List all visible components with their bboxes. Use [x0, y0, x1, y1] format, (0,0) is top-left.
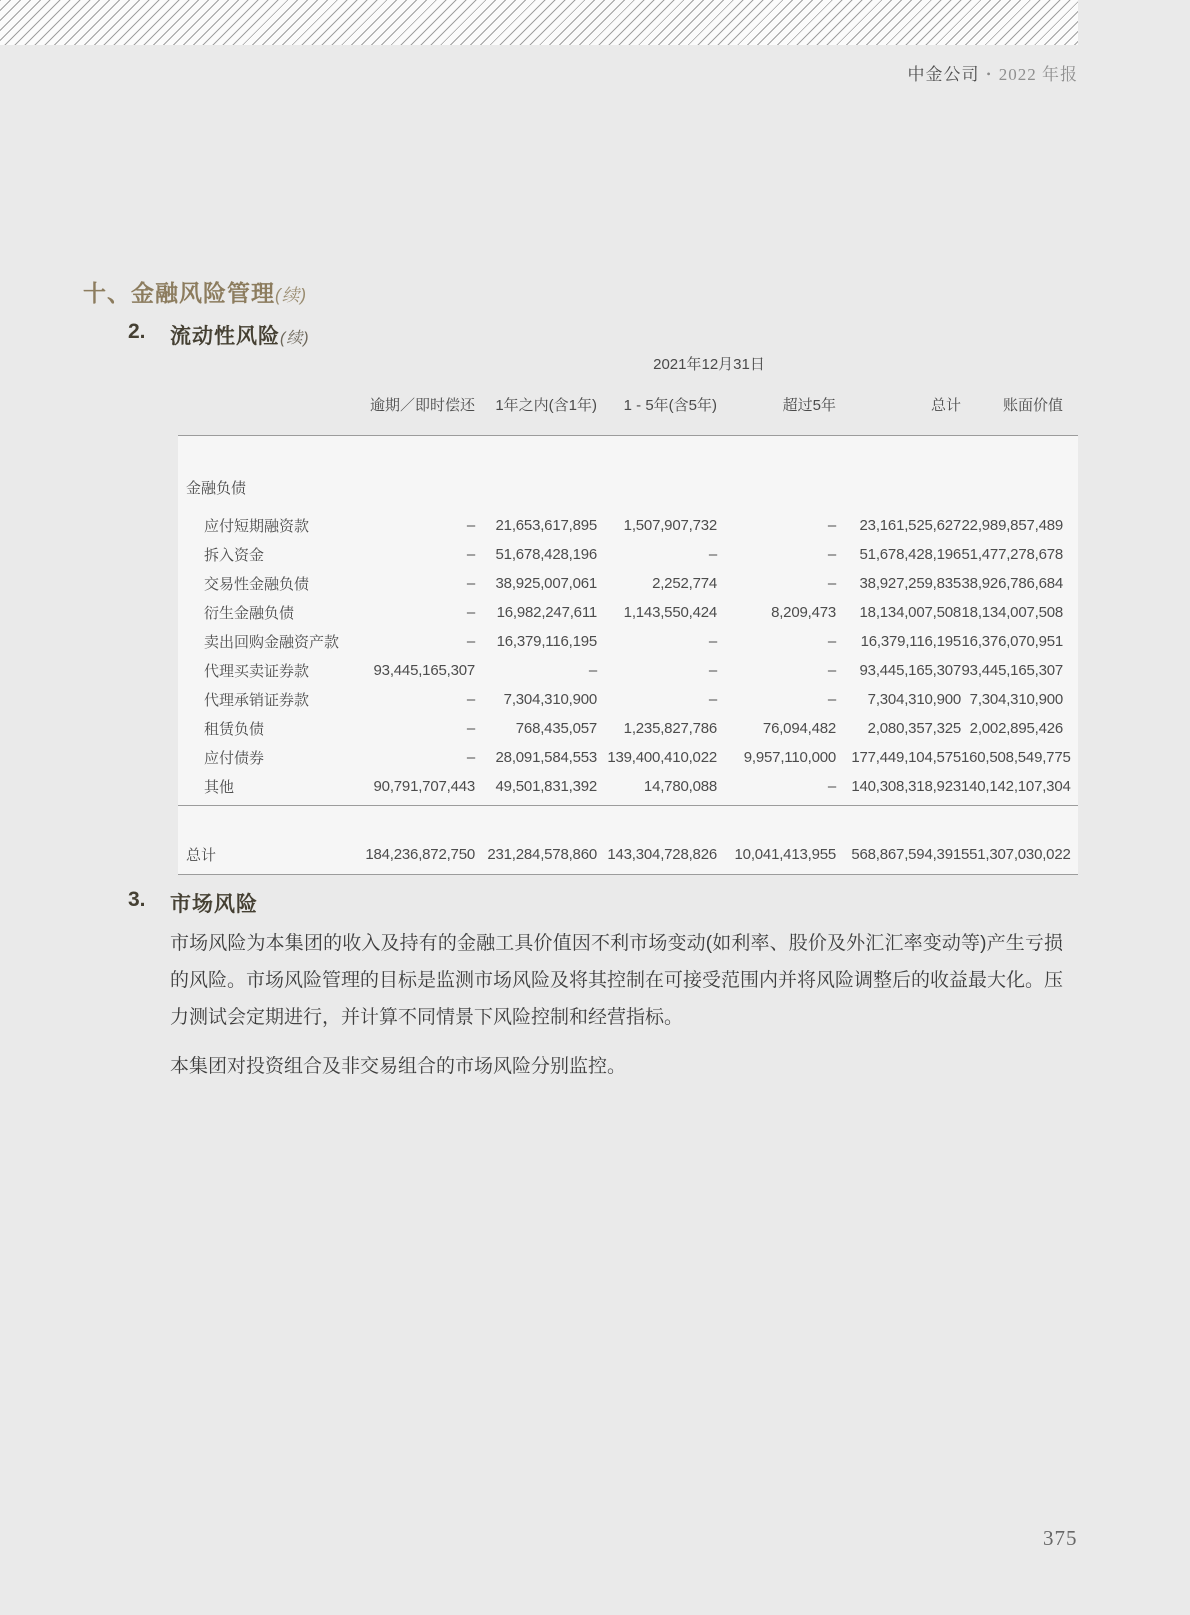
table-row [178, 685, 1078, 714]
cell-carrying-amount: 7,304,310,900 [969, 691, 1063, 708]
section-title: 十、金融风险管理 [83, 280, 275, 306]
market-risk-paragraph-1: 市场风险为本集团的收入及持有的金融工具价值因不利市场变动(如利率、股价及外汇汇率变动等)产生亏损的风险。市场风险管理的目标是监测市场风险及将其控制在可接受范围内并将风险调整后的收益最大化。压力测试会定期进行，并计算不同情景下风险控制和经营指标。 [170, 933, 1064, 1028]
cell-total: 2,080,357,325 [867, 720, 961, 737]
cell-1-5y: 14,780,088 [643, 778, 717, 795]
table-rows [178, 511, 1078, 801]
table-column-headers [178, 391, 1078, 415]
cell-total: 18,134,007,508 [859, 604, 961, 621]
row-label: 租赁负债 [204, 721, 265, 738]
table-row [178, 714, 1078, 743]
subsection-continued-mark: (续) [280, 330, 310, 347]
cell-1-5y: 1,143,550,424 [623, 604, 717, 621]
row-label: 应付债券 [204, 750, 265, 767]
total-over-5y: 10,041,413,955 [734, 845, 836, 863]
cell-carrying-amount: 93,445,165,307 [961, 662, 1063, 679]
cell-carrying-amount: 2,002,895,426 [969, 720, 1063, 737]
cell-overdue: 90,791,707,443 [373, 778, 475, 795]
column-header-carrying-amount: 账面价值 [1002, 397, 1063, 414]
table-row [178, 627, 1078, 656]
row-label: 拆入资金 [204, 547, 265, 564]
cell-total: 177,449,104,575 [851, 749, 961, 766]
bullet-separator: • [986, 67, 992, 81]
cell-overdue: – [466, 517, 475, 534]
cell-overdue: – [466, 720, 475, 737]
cell-within-1y: 28,091,584,553 [495, 749, 597, 766]
cell-carrying-amount: 18,134,007,508 [961, 604, 1063, 621]
cell-total: 93,445,165,307 [859, 662, 961, 679]
cell-within-1y: – [588, 662, 597, 679]
subsection-liquidity-heading [128, 320, 310, 350]
cell-1-5y: 2,252,774 [652, 575, 717, 592]
subsection-number: 3. [128, 888, 146, 911]
cell-1-5y: – [708, 662, 717, 679]
row-label: 交易性金融负债 [204, 576, 310, 593]
cell-over-5y: – [827, 517, 836, 534]
cell-overdue: 93,445,165,307 [373, 662, 475, 679]
cell-overdue: – [466, 633, 475, 650]
cell-within-1y: 7,304,310,900 [503, 691, 597, 708]
cell-total: 38,927,259,835 [859, 575, 961, 592]
running-head [0, 60, 1078, 85]
cell-1-5y: – [708, 691, 717, 708]
cell-carrying-amount: 160,508,549,775 [961, 749, 1071, 766]
subsection-market-heading [128, 888, 258, 918]
cell-carrying-amount: 140,142,107,304 [961, 778, 1071, 795]
row-label: 应付短期融资款 [204, 518, 310, 535]
total-total: 568,867,594,391 [851, 845, 961, 863]
table-body-band [178, 435, 1078, 875]
cell-over-5y: – [827, 778, 836, 795]
row-label: 代理承销证券款 [204, 692, 310, 709]
cell-total: 7,304,310,900 [867, 691, 961, 708]
table-row [178, 569, 1078, 598]
row-label: 其他 [204, 779, 235, 796]
cell-overdue: – [466, 604, 475, 621]
table-row [178, 540, 1078, 569]
cell-1-5y: 139,400,410,022 [607, 749, 717, 766]
cell-1-5y: 1,235,827,786 [623, 720, 717, 737]
column-header-overdue: 逾期／即时偿还 [369, 397, 475, 414]
cell-overdue: – [466, 749, 475, 766]
total-label: 总计 [186, 846, 217, 864]
cell-carrying-amount: 51,477,278,678 [961, 546, 1063, 563]
cell-within-1y: 51,678,428,196 [495, 546, 597, 563]
cell-total: 23,161,525,627 [859, 517, 961, 534]
hatch-pattern-band [0, 0, 1078, 45]
cell-total: 16,379,116,195 [860, 633, 961, 650]
cell-total: 140,308,318,923 [851, 778, 961, 795]
cell-over-5y: – [827, 691, 836, 708]
cell-within-1y: 49,501,831,392 [495, 778, 597, 795]
table-row [178, 743, 1078, 772]
market-risk-paragraph-2: 本集团对投资组合及非交易组合的市场风险分别监控。 [170, 1056, 627, 1077]
subsection-title: 流动性风险 [170, 325, 280, 348]
company-name: 中金公司 [907, 65, 980, 84]
cell-carrying-amount: 22,989,857,489 [961, 517, 1063, 534]
cell-over-5y: – [827, 546, 836, 563]
page-number: 375 [1043, 1526, 1078, 1550]
cell-carrying-amount: 16,376,070,951 [961, 633, 1063, 650]
table-row [178, 772, 1078, 801]
cell-within-1y: 38,925,007,061 [495, 575, 597, 592]
cell-within-1y: 16,982,247,611 [496, 604, 597, 621]
cell-within-1y: 768,435,057 [515, 720, 597, 737]
table-row [178, 656, 1078, 685]
table-total-divider [178, 805, 1078, 806]
table-row [178, 598, 1078, 627]
cell-overdue: – [466, 546, 475, 563]
cell-over-5y: – [827, 575, 836, 592]
cell-total: 51,678,428,196 [859, 546, 961, 563]
total-within-1y: 231,284,578,860 [487, 845, 597, 863]
total-carrying-amount: 551,307,030,022 [961, 845, 1071, 863]
subsection-title: 市场风险 [170, 893, 258, 916]
cell-over-5y: – [827, 662, 836, 679]
liquidity-risk-table [178, 355, 1078, 875]
cell-over-5y: 9,957,110,000 [743, 749, 836, 766]
cell-overdue: – [466, 691, 475, 708]
cell-over-5y: 8,209,473 [771, 604, 836, 621]
cell-over-5y: – [827, 633, 836, 650]
cell-1-5y: 1,507,907,732 [623, 517, 717, 534]
cell-carrying-amount: 38,926,786,684 [961, 575, 1063, 592]
cell-1-5y: – [708, 633, 717, 650]
column-header-over-5y: 超过5年 [782, 397, 836, 414]
subsection-number: 2. [128, 320, 146, 343]
table-row [178, 511, 1078, 540]
total-1-5y: 143,304,728,826 [607, 845, 717, 863]
row-label: 卖出回购金融资产款 [204, 634, 340, 651]
report-edition: 2022 年报 [998, 65, 1078, 84]
table-date-header: 2021年12月31日 [653, 356, 765, 373]
cell-within-1y: 21,653,617,895 [495, 517, 597, 534]
cell-overdue: – [466, 575, 475, 592]
section-continued-mark: (续) [275, 285, 308, 305]
cell-over-5y: 76,094,482 [762, 720, 836, 737]
row-label: 代理买卖证券款 [204, 663, 310, 680]
row-label: 衍生金融负债 [204, 605, 295, 622]
column-header-total: 总计 [930, 397, 961, 414]
column-header-1-5y: 1 - 5年(含5年) [623, 397, 717, 414]
total-overdue: 184,236,872,750 [365, 845, 475, 863]
column-header-within-1y: 1年之内(含1年) [495, 397, 597, 414]
section-heading [83, 275, 307, 308]
table-group-label: 金融负债 [186, 480, 247, 497]
cell-1-5y: – [708, 546, 717, 563]
table-total-row [178, 844, 1078, 864]
cell-within-1y: 16,379,116,195 [496, 633, 597, 650]
